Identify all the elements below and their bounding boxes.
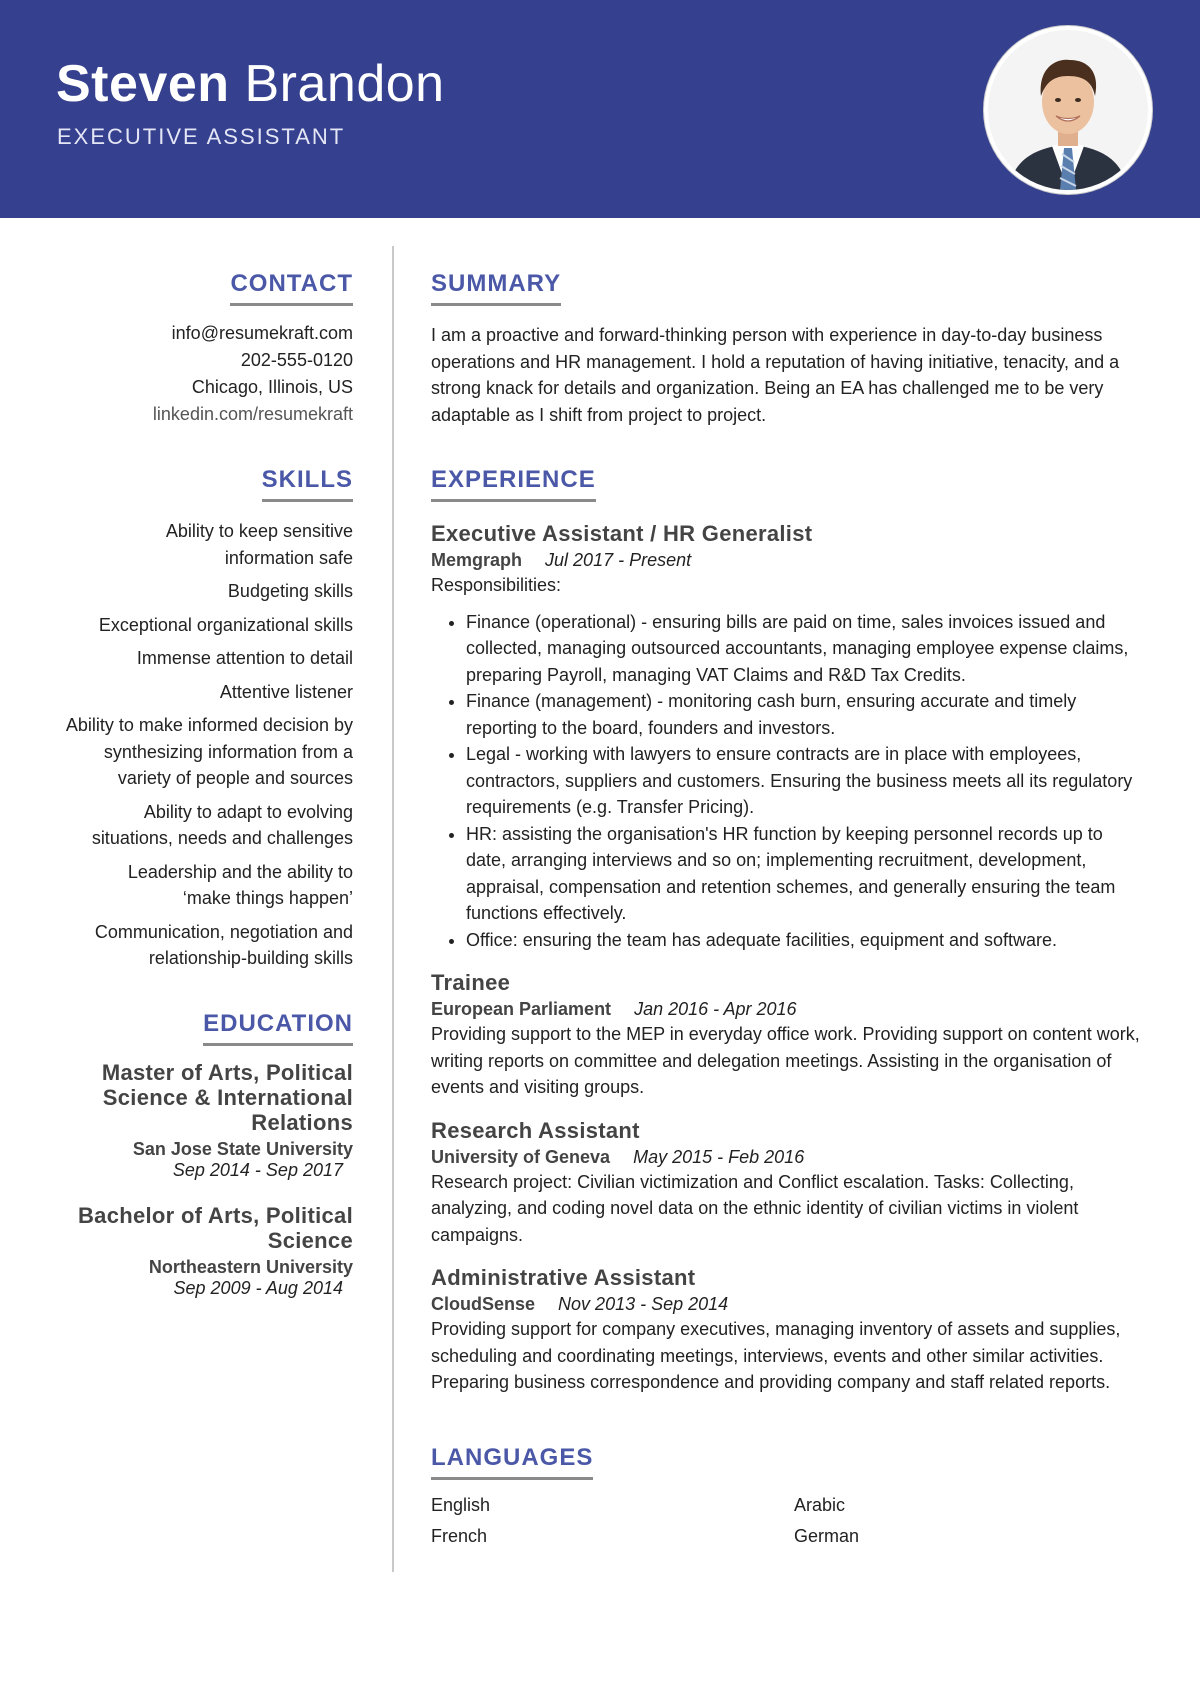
contact-linkedin[interactable]: linkedin.com/resumekraft (152, 404, 353, 424)
contact-section (60, 270, 353, 428)
skill-item: Ability to make informed decision by synthesizing information from a variety of people and sources (65, 715, 353, 788)
job-company: Memgraph (431, 550, 523, 570)
education-item (60, 1060, 353, 1181)
education-degree: Bachelor of Arts, Political Science (77, 1203, 353, 1253)
language-item: Arabic (794, 1495, 846, 1515)
job-entry-title: Research Assistant (431, 1117, 640, 1143)
job-intro: Responsibilities: (431, 575, 562, 595)
job-company: CloudSense (431, 1294, 536, 1314)
education-heading: EDUCATION (203, 1010, 353, 1046)
job-entry-title: Administrative Assistant (431, 1265, 696, 1290)
skill-item: Communication, negotiation and relationship-building skills (94, 921, 353, 968)
resume-header (0, 0, 1200, 218)
job-title: EXECUTIVE ASSISTANT (57, 124, 346, 149)
responsibility-item: • Finance (management) - monitoring cash burn, ensuring accurate and timely reporting to the board, founders and investors. (466, 688, 1141, 741)
languages-col-2 (794, 1490, 859, 1552)
job-entry (431, 520, 1141, 953)
education-item (60, 1203, 353, 1299)
job-company: University of Geneva (431, 1146, 611, 1167)
responsibility-item: • HR: assisting the organisation's HR function by keeping personnel records up to date, arranging interviews and so on; implementing recruitment, development, appraisal, compensation and retention schemes, and generally ensuring the team functions effectively. (466, 821, 1141, 927)
candidate-name (56, 52, 445, 116)
skill-item: Ability to keep sensitive information safe (165, 521, 353, 568)
job-company: European Parliament (431, 999, 612, 1019)
languages-heading: LANGUAGES (431, 1444, 593, 1480)
responsibility-item: • Office: ensuring the team has adequate facilities, equipment and software. (466, 927, 1141, 954)
last-name: Brandon (244, 55, 445, 113)
languages-section (431, 1444, 1141, 1480)
job-dates: May 2015 - Feb 2016 (633, 1146, 805, 1167)
education-school: San Jose State University (132, 1139, 353, 1159)
education-section (60, 1010, 353, 1321)
job-dates: Jan 2016 - Apr 2016 (634, 999, 797, 1019)
job-entry (431, 1264, 1141, 1396)
job-entry (431, 969, 1141, 1101)
job-entry-title: Executive Assistant / HR Generalist (431, 521, 813, 546)
column-divider (392, 246, 394, 1572)
skill-item: Budgeting skills (227, 581, 353, 601)
languages-col-1 (431, 1490, 490, 1552)
job-entry (431, 1117, 1141, 1249)
job-dates: Nov 2013 - Sep 2014 (558, 1294, 729, 1314)
job-entry-title: Trainee (431, 970, 511, 995)
language-item: German (794, 1526, 860, 1546)
skill-item: Leadership and the ability to ‘make things happen’ (127, 861, 353, 908)
skills-heading: SKILLS (262, 466, 353, 502)
education-dates: Sep 2009 - Aug 2014 (173, 1278, 343, 1298)
summary-heading: SUMMARY (431, 270, 561, 306)
language-item: English (431, 1495, 491, 1515)
responsibility-list (431, 609, 1141, 954)
education-school: Northeastern University (148, 1257, 353, 1277)
contact-email[interactable]: info@resumekraft.com (171, 323, 353, 343)
language-item: French (431, 1526, 488, 1546)
job-description: Providing support to the MEP in everyday office work. Providing support on content work, writing reports on committee and delegation meetings. Assisting in the organisation of events and visiting groups. (431, 1024, 1140, 1097)
responsibility-item: • Finance (operational) - ensuring bills are paid on time, sales invoices issued and collected, managing outsourced accountants, managing employee expense claims, preparing Payroll, managing VAT Claims and R&D Tax Credits. (466, 609, 1141, 689)
summary-text: I am a proactive and forward-thinking person with experience in day-to-day business operations and HR management. I hold a reputation of having initiative, tenacity, and a strong knack for details and organization. Being an EA has challenged me to be very adaptable as I shift from project to project. (431, 325, 1120, 425)
summary-section (431, 270, 1141, 428)
profile-photo (988, 30, 1148, 190)
profile-photo-illustration (988, 30, 1148, 190)
education-degree: Master of Arts, Political Science & International Relations (101, 1060, 353, 1135)
job-description: Providing support for company executives, managing inventory of assets and supplies, scheduling and coordinating meetings, interviews, events and other similar activities. Preparing business correspondence and providing company and staff related reports. (431, 1319, 1121, 1392)
experience-section (431, 466, 1141, 1396)
contact-heading: CONTACT (230, 270, 353, 306)
skill-item: Exceptional organizational skills (98, 614, 353, 635)
skill-item: Immense attention to detail (136, 648, 353, 668)
responsibility-item: • Legal - working with lawyers to ensure contracts are in place with employees, contractors, suppliers and customers. Ensuring the business meets all its regulatory requirements (e.g. Transfer Pricing). (466, 741, 1141, 821)
contact-phone[interactable]: 202-555-0120 (240, 350, 353, 370)
experience-heading: EXPERIENCE (431, 466, 596, 502)
first-name: Steven (56, 55, 230, 113)
job-description: Research project: Civilian victimization and Conflict escalation. Tasks: Collecting, analyzing, and coding novel data on the ethnic identity of civilian victims in violent campaigns. (431, 1171, 1079, 1245)
contact-location: Chicago, Illinois, US (191, 377, 353, 397)
skills-section (60, 466, 353, 979)
skill-item: Attentive listener (219, 681, 353, 702)
job-dates: Jul 2017 - Present (545, 550, 692, 570)
education-dates: Sep 2014 - Sep 2017 (172, 1160, 343, 1180)
skill-item: Ability to adapt to evolving situations, needs and challenges (91, 801, 353, 848)
